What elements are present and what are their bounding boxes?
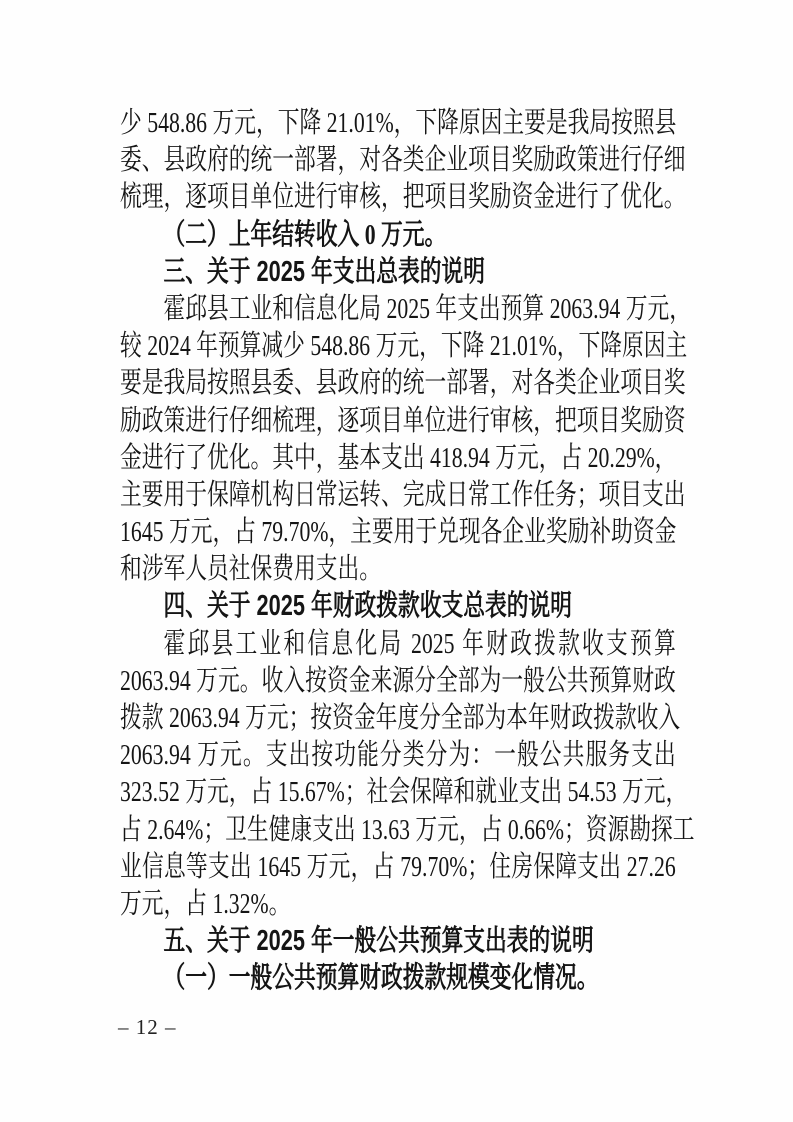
body-line: 霍邱县工业和信息化局 2025 年财政拨款收支预算 (163, 627, 676, 660)
body-line: 拨款 2063.94 万元；按资金年度分全部为本年财政拨款收入 (120, 702, 681, 734)
body-line: 323.52 万元，占 15.67%；社会保障和就业支出 54.53 万元， (120, 776, 688, 809)
body-line: 万元，占 1.32%。 (120, 887, 291, 920)
body-line: 金进行了优化。其中，基本支出 418.94 万元，占 20.29%， (120, 441, 677, 474)
section-heading: 五、关于 2025 年一般公共预算支出表的说明 (163, 925, 594, 958)
body-line: 业信息等支出 1645 万元，占 79.70%；住房保障支出 27.26 (120, 850, 676, 883)
section-heading: 三、关于 2025 年支出总表的说明 (163, 255, 485, 288)
body-line: 主要用于保障机构日常运转、完成日常工作任务；项目支出 (120, 478, 686, 511)
body-line: 励政策进行仔细梳理，逐项目单位进行审核，把项目奖励资 (120, 404, 686, 437)
body-line: 委、县政府的统一部署，对各类企业项目奖励政策进行仔细 (120, 144, 686, 177)
body-line: 2063.94 万元。收入按资金来源分全部为一般公共预算财政 (120, 664, 676, 697)
body-line: 占 2.64%；卫生健康支出 13.63 万元，占 0.66%；资源勘探工 (120, 813, 695, 846)
body-line: 较 2024 年预算减少 548.86 万元，下降 21.01%，下降原因主 (120, 330, 688, 363)
body-line: 和涉军人员社保费用支出。 (120, 553, 382, 586)
subsection-heading: （一）一般公共预算财政拨款规模变化情况。 (163, 962, 599, 995)
subsection-heading: （二）上年结转收入 0 万元。 (163, 218, 447, 251)
body-line: 要是我局按照县委、县政府的统一部署，对各类企业项目奖 (120, 367, 686, 400)
body-line: 霍邱县工业和信息化局 2025 年支出预算 2063.94 万元， (163, 292, 691, 325)
page-number: – 12 – (118, 1015, 177, 1039)
body-line: 1645 万元，占 79.70%，主要用于兑现各企业奖励补助资金 (120, 516, 677, 549)
text-column (120, 105, 695, 998)
body-line: 2063.94 万元。支出按功能分类分为：一般公共服务支出 (120, 739, 676, 772)
body-line: 梳理，逐项目单位进行审核，把项目奖励资金进行了优化。 (120, 181, 686, 214)
section-heading: 四、关于 2025 年财政拨款收支总表的说明 (163, 590, 572, 623)
body-line: 少 548.86 万元，下降 21.01%，下降原因主要是我局按照县 (120, 107, 677, 139)
